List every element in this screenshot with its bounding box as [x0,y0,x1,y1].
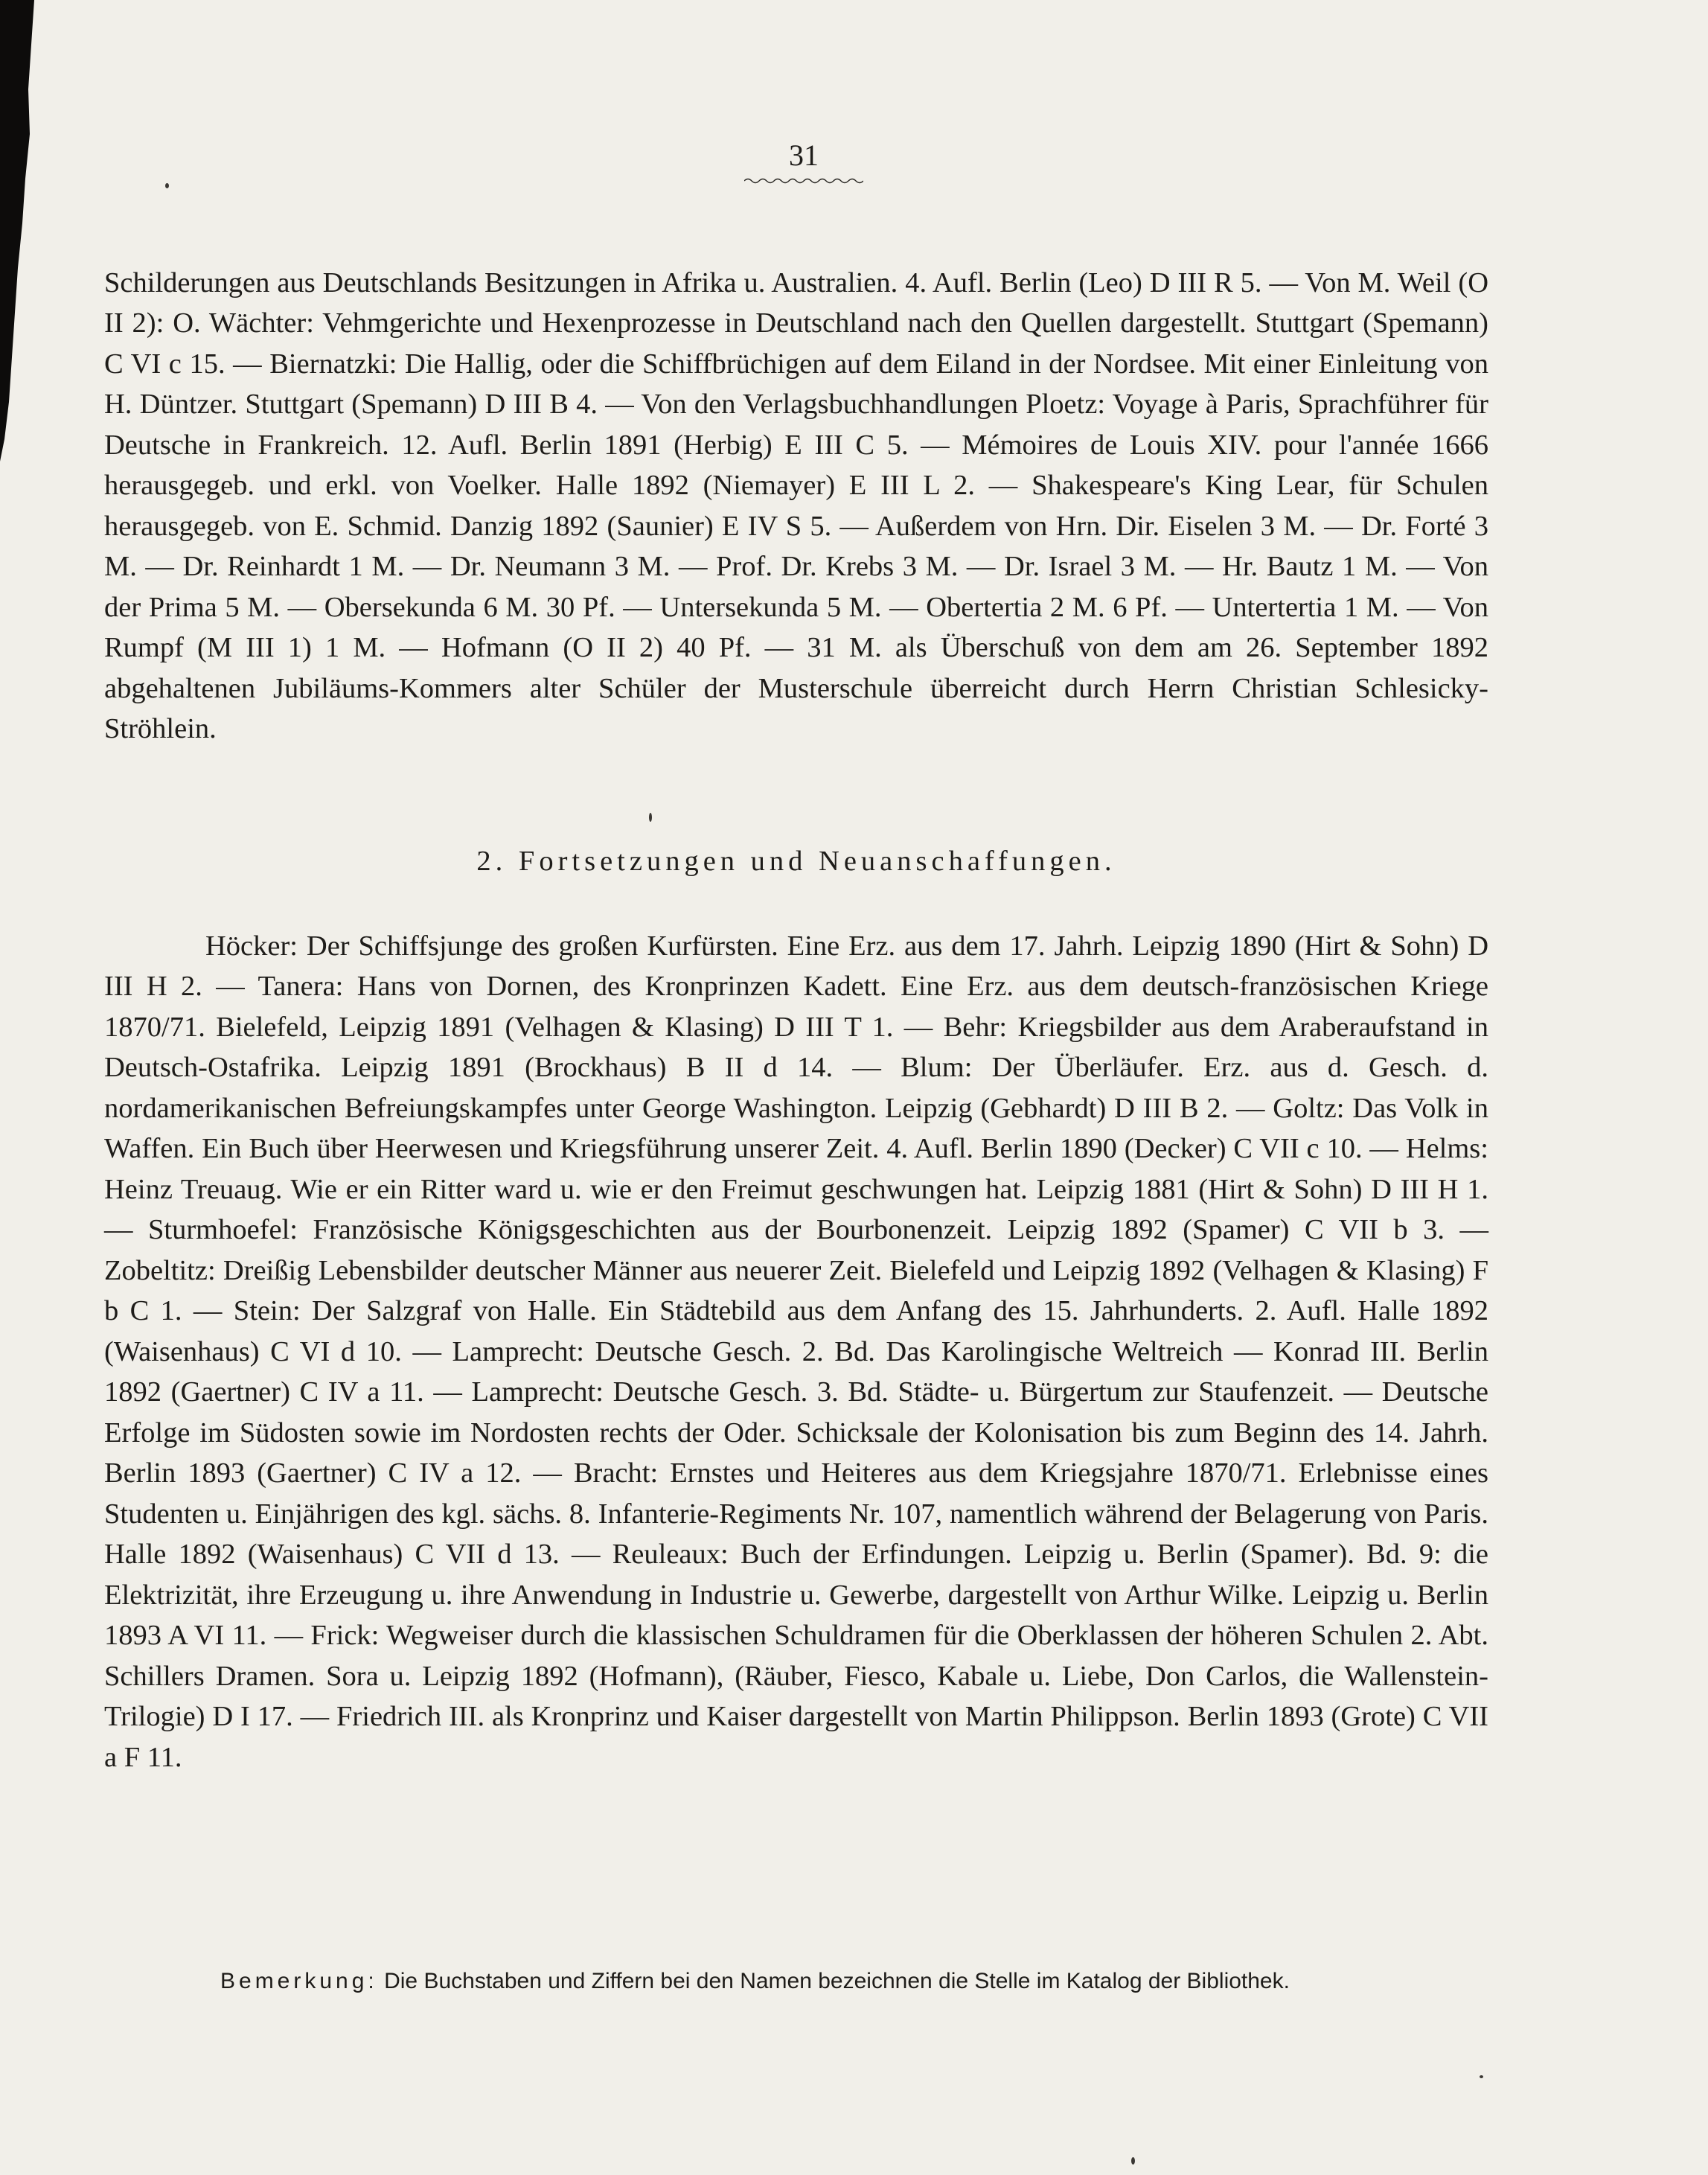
ink-speck [649,813,652,822]
torn-edge-shadow [0,0,45,461]
page-number-rule [744,177,863,185]
catalog-remark [104,1964,1488,1999]
page-number: 31 [789,138,819,172]
remark-text: Die Buchstaben und Ziffern bei den Namen bezeichnen die Stelle im Katalog der Bibliothek. [384,1969,1290,1993]
ink-speck [165,183,169,188]
remark-label: Bemerkung: [220,1969,378,1993]
section-heading: 2. Fortsetzungen und Neuanschaffungen. [476,846,1116,877]
ink-speck [1480,2075,1483,2078]
acquisitions-paragraph: Höcker: Der Schiffsjunge des großen Kurfürsten. Eine Erz. aus dem 17. Jahrh. Leipzig 1890 (Hirt & Sohn) D III H 2. — Tanera: Hans von Dornen, des Kronprinzen Kadett. Eine Erz. aus dem deutsch-französischen Kriege 1870/71. Bielefeld, Leipzig 1891 (Velhagen & Klasing) D III T 1. — Behr: Kriegsbilder aus dem Araberaufstand in Deutsch-Ostafrika. Leipzig 1891 (Brockhaus) B II d 14. — Blum: Der Überläufer. Erz. aus d. Gesch. d. nordamerikanischen Befreiungskampfes unter George Washington. Leipzig (Gebhardt) D III B 2. — Goltz: Das Volk in Waffen. Ein Buch über Heerwesen und Kriegsführung unserer Zeit. 4. Aufl. Berlin 1890 (Decker) C VII c 10. — Helms: Heinz Treuaug. Wie er ein Ritter ward u. wie er den Freimut geschwungen hat. Leipzig 1881 (Hirt & Sohn) D III H 1. — Sturmhoefel: Französische Königsgeschichten aus der Bourbonenzeit. Leipzig 1892 (Spamer) C VII b 3. — Zobeltitz: Dreißig Lebensbilder deutscher Männer aus neuerer Zeit. Bielefeld und Leipzig 1892 (Velhagen & Klasing) F b C 1. — Stein: Der Salzgraf von Halle. Ein Städtebild aus dem Anfang des 15. Jahrhunderts. 2. Aufl. Halle 1892 (Waisenhaus) C VI d 10. — Lamprecht: Deutsche Gesch. 2. Bd. Das Karolingische Weltreich — Konrad III. Berlin 1892 (Gaertner) C IV a 11. — Lamprecht: Deutsche Gesch. 3. Bd. Städte- u. Bürgertum zur Staufenzeit. — Deutsche Erfolge im Südosten sowie im Nordosten rechts der Oder. Schicksale der Kolonisation bis zum Beginn des 14. Jahrh. Berlin 1893 (Gaertner) C IV a 12. — Bracht: Ernstes und Heiteres aus dem Kriegsjahre 1870/71. Erlebnisse eines Studenten u. Einjährigen des kgl. sächs. 8. Infanterie-Regiments Nr. 107, namentlich während der Belagerung von Paris. Halle 1892 (Waisenhaus) C VII d 13. — Reuleaux: Buch der Erfindungen. Leipzig u. Berlin (Spamer). Bd. 9: die Elektrizität, ihre Erzeugung u. ihre Anwendung in Industrie u. Gewerbe, dargestellt von Arthur Wilke. Leipzig u. Berlin 1893 A VI 11. — Frick: Wegweiser durch die klassischen Schuldramen für die Oberklassen der höheren Schulen 2. Abt. Schillers Dramen. Sora u. Leipzig 1892 (Hofmann), (Räuber, Fiesco, Kabale u. Liebe, Don Carlos, die Wallenstein-Trilogie) D I 17. — Friedrich III. als Kronprinz und Kaiser dargestellt von Martin Philippson. Berlin 1893 (Grote) C VII a F 11. [104,930,1488,1773]
ink-speck [1131,2157,1135,2165]
donations-paragraph: Schilderungen aus Deutschlands Besitzungen in Afrika u. Australien. 4. Aufl. Berlin (Leo) D III R 5. — Von M. Weil (O II 2): O. Wächter: Vehmgerichte und Hexenprozesse in Deutschland nach den Quellen dargestellt. Stuttgart (Spemann) C VI c 15. — Biernatzki: Die Hallig, oder die Schiffbrüchigen auf dem Eiland in der Nordsee. Mit einer Einleitung von H. Düntzer. Stuttgart (Spemann) D III B 4. — Von den Verlagsbuchhandlungen Ploetz: Voyage à Paris, Sprachführer für Deutsche in Frankreich. 12. Aufl. Berlin 1891 (Herbig) E III C 5. — Mémoires de Louis XIV. pour l'année 1666 herausgegeb. und erkl. von Voelker. Halle 1892 (Niemayer) E III L 2. — Shakespeare's King Lear, für Schulen herausgegeb. von E. Schmid. Danzig 1892 (Saunier) E IV S 5. — Außerdem von Hrn. Dir. Eiselen 3 M. — Dr. Forté 3 M. — Dr. Reinhardt 1 M. — Dr. Neumann 3 M. — Prof. Dr. Krebs 3 M. — Dr. Israel 3 M. — Hr. Bautz 1 M. — Von der Prima 5 M. — Obersekunda 6 M. 30 Pf. — Untersekunda 5 M. — Obertertia 2 M. 6 Pf. — Untertertia 1 M. — Von Rumpf (M III 1) 1 M. — Hofmann (O II 2) 40 Pf. — 31 M. als Überschuß von dem am 26. September 1892 abgehaltenen Jubiläums-Kommers alter Schüler der Musterschule überreicht durch Herrn Christian Schlesicky-Ströhlein. [104,266,1488,744]
